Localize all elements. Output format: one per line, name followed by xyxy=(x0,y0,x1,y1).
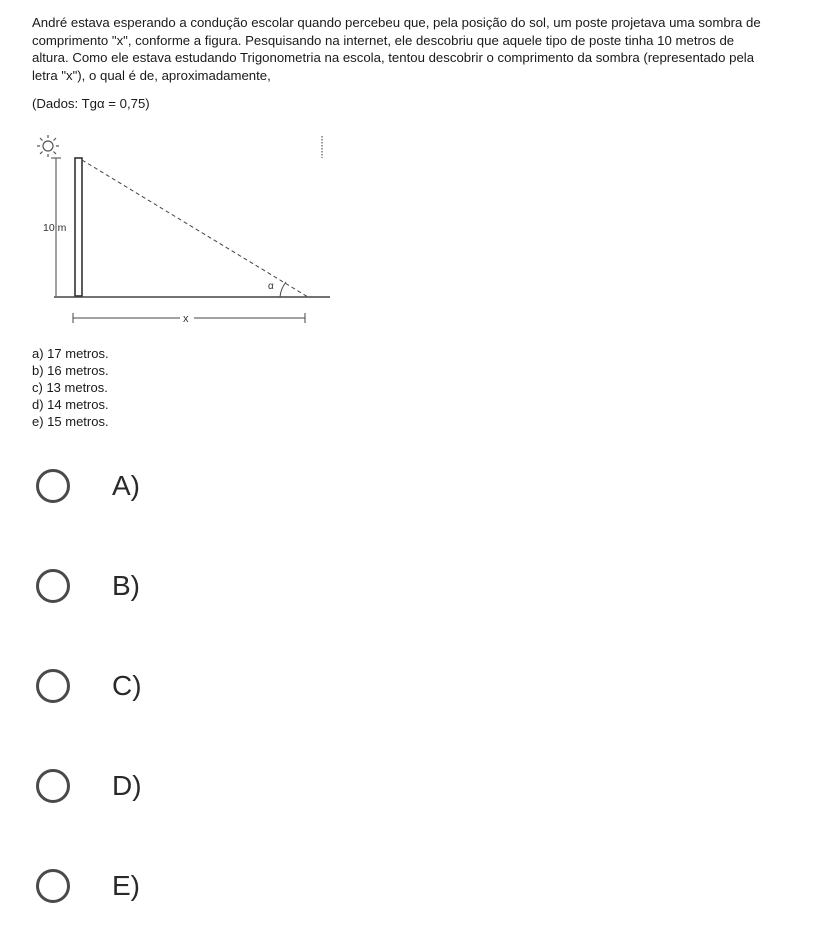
option-a[interactable] xyxy=(36,460,336,512)
radio-circle-icon[interactable] xyxy=(36,769,70,803)
option-label: E) xyxy=(112,870,140,901)
alternative-b: b) 16 metros. xyxy=(32,363,109,378)
alternative-e: e) 15 metros. xyxy=(32,414,109,429)
sun-icon xyxy=(37,135,59,157)
question-line: André estava esperando a condução escolar quando percebeu que, pela posição do sol, um poste projetava uma sombra de xyxy=(32,15,761,30)
problem-figure xyxy=(30,128,335,328)
given-data: (Dados: Tgα = 0,75) xyxy=(32,96,150,111)
option-e[interactable] xyxy=(36,860,336,912)
option-d[interactable] xyxy=(36,760,336,812)
option-c[interactable] xyxy=(36,660,336,712)
question-line: comprimento "x", conforme a figura. Pesquisando na internet, ele descobriu que aquele tipo de poste tinha 10 metros de xyxy=(32,32,735,48)
alternative-d: d) 14 metros. xyxy=(32,397,109,412)
radio-circle-icon[interactable] xyxy=(36,469,70,503)
sun-ray xyxy=(82,160,308,297)
question-line: altura. Como ele estava estudando Trigonometria na escola, tentou descobrir o comprimento da sombra (representado pela xyxy=(32,50,755,65)
alternatives-list xyxy=(32,345,109,430)
alternative-a: a) 17 metros. xyxy=(32,346,109,361)
angle-label: α xyxy=(268,281,274,292)
option-label: D) xyxy=(112,770,142,801)
radio-circle-icon[interactable] xyxy=(36,569,70,603)
option-label: A) xyxy=(112,470,140,501)
height-label: 10 m xyxy=(43,222,67,234)
angle-arc xyxy=(280,282,286,297)
option-label: C) xyxy=(112,670,142,701)
option-label: B) xyxy=(112,570,140,601)
radio-circle-icon[interactable] xyxy=(36,669,70,703)
pole-shadow-diagram xyxy=(30,128,335,328)
question-text xyxy=(32,14,794,84)
pole xyxy=(75,158,82,296)
alternative-c: c) 13 metros. xyxy=(32,380,108,395)
option-b[interactable] xyxy=(36,560,336,612)
radio-circle-icon[interactable] xyxy=(36,869,70,903)
question-line: letra "x"), o qual é de, aproximadamente, xyxy=(32,67,271,83)
shadow-label: x xyxy=(183,313,189,325)
